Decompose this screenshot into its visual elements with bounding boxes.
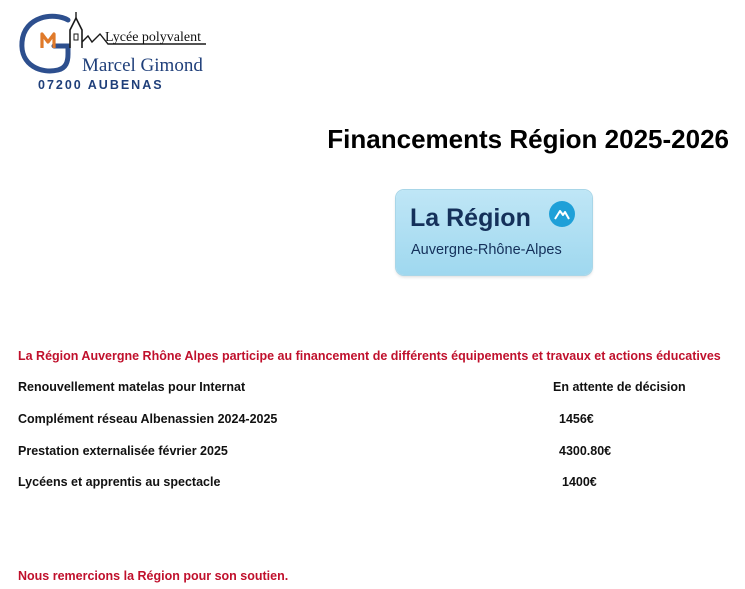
funding-label: Lycéens et apprentis au spectacle bbox=[18, 475, 221, 489]
funding-label: Renouvellement matelas pour Internat bbox=[18, 380, 246, 394]
funding-row bbox=[18, 412, 718, 430]
funding-amount: En attente de décision bbox=[553, 380, 686, 394]
funding-label: Prestation externalisée février 2025 bbox=[18, 444, 228, 458]
region-logo-name: La Région bbox=[410, 204, 531, 232]
region-logo bbox=[396, 190, 592, 275]
intro-text: La Région Auvergne Rhône Alpes participe au financement de différents équipements et travaux et actions éducatives bbox=[18, 349, 721, 363]
region-logo-subtitle: Auvergne-Rhône-Alpes bbox=[411, 242, 562, 258]
school-logo bbox=[16, 8, 212, 92]
funding-label: Complément réseau Albenassien 2024-2025 bbox=[18, 412, 278, 426]
funding-row bbox=[18, 475, 718, 493]
funding-amount: 1456€ bbox=[559, 412, 594, 426]
funding-amount: 4300.80€ bbox=[559, 444, 612, 458]
region-mountain-icon bbox=[548, 200, 576, 228]
school-subtitle: Lycée polyvalent bbox=[105, 30, 202, 45]
school-city: 07200 AUBENAS bbox=[38, 78, 164, 92]
funding-amount: 1400€ bbox=[562, 475, 597, 489]
funding-row bbox=[18, 380, 718, 398]
page-title: Financements Région 2025-2026 bbox=[327, 124, 729, 154]
school-name: Marcel Gimond bbox=[82, 55, 203, 76]
closing-text: Nous remercions la Région pour son soutien. bbox=[18, 569, 289, 583]
funding-row bbox=[18, 444, 718, 462]
